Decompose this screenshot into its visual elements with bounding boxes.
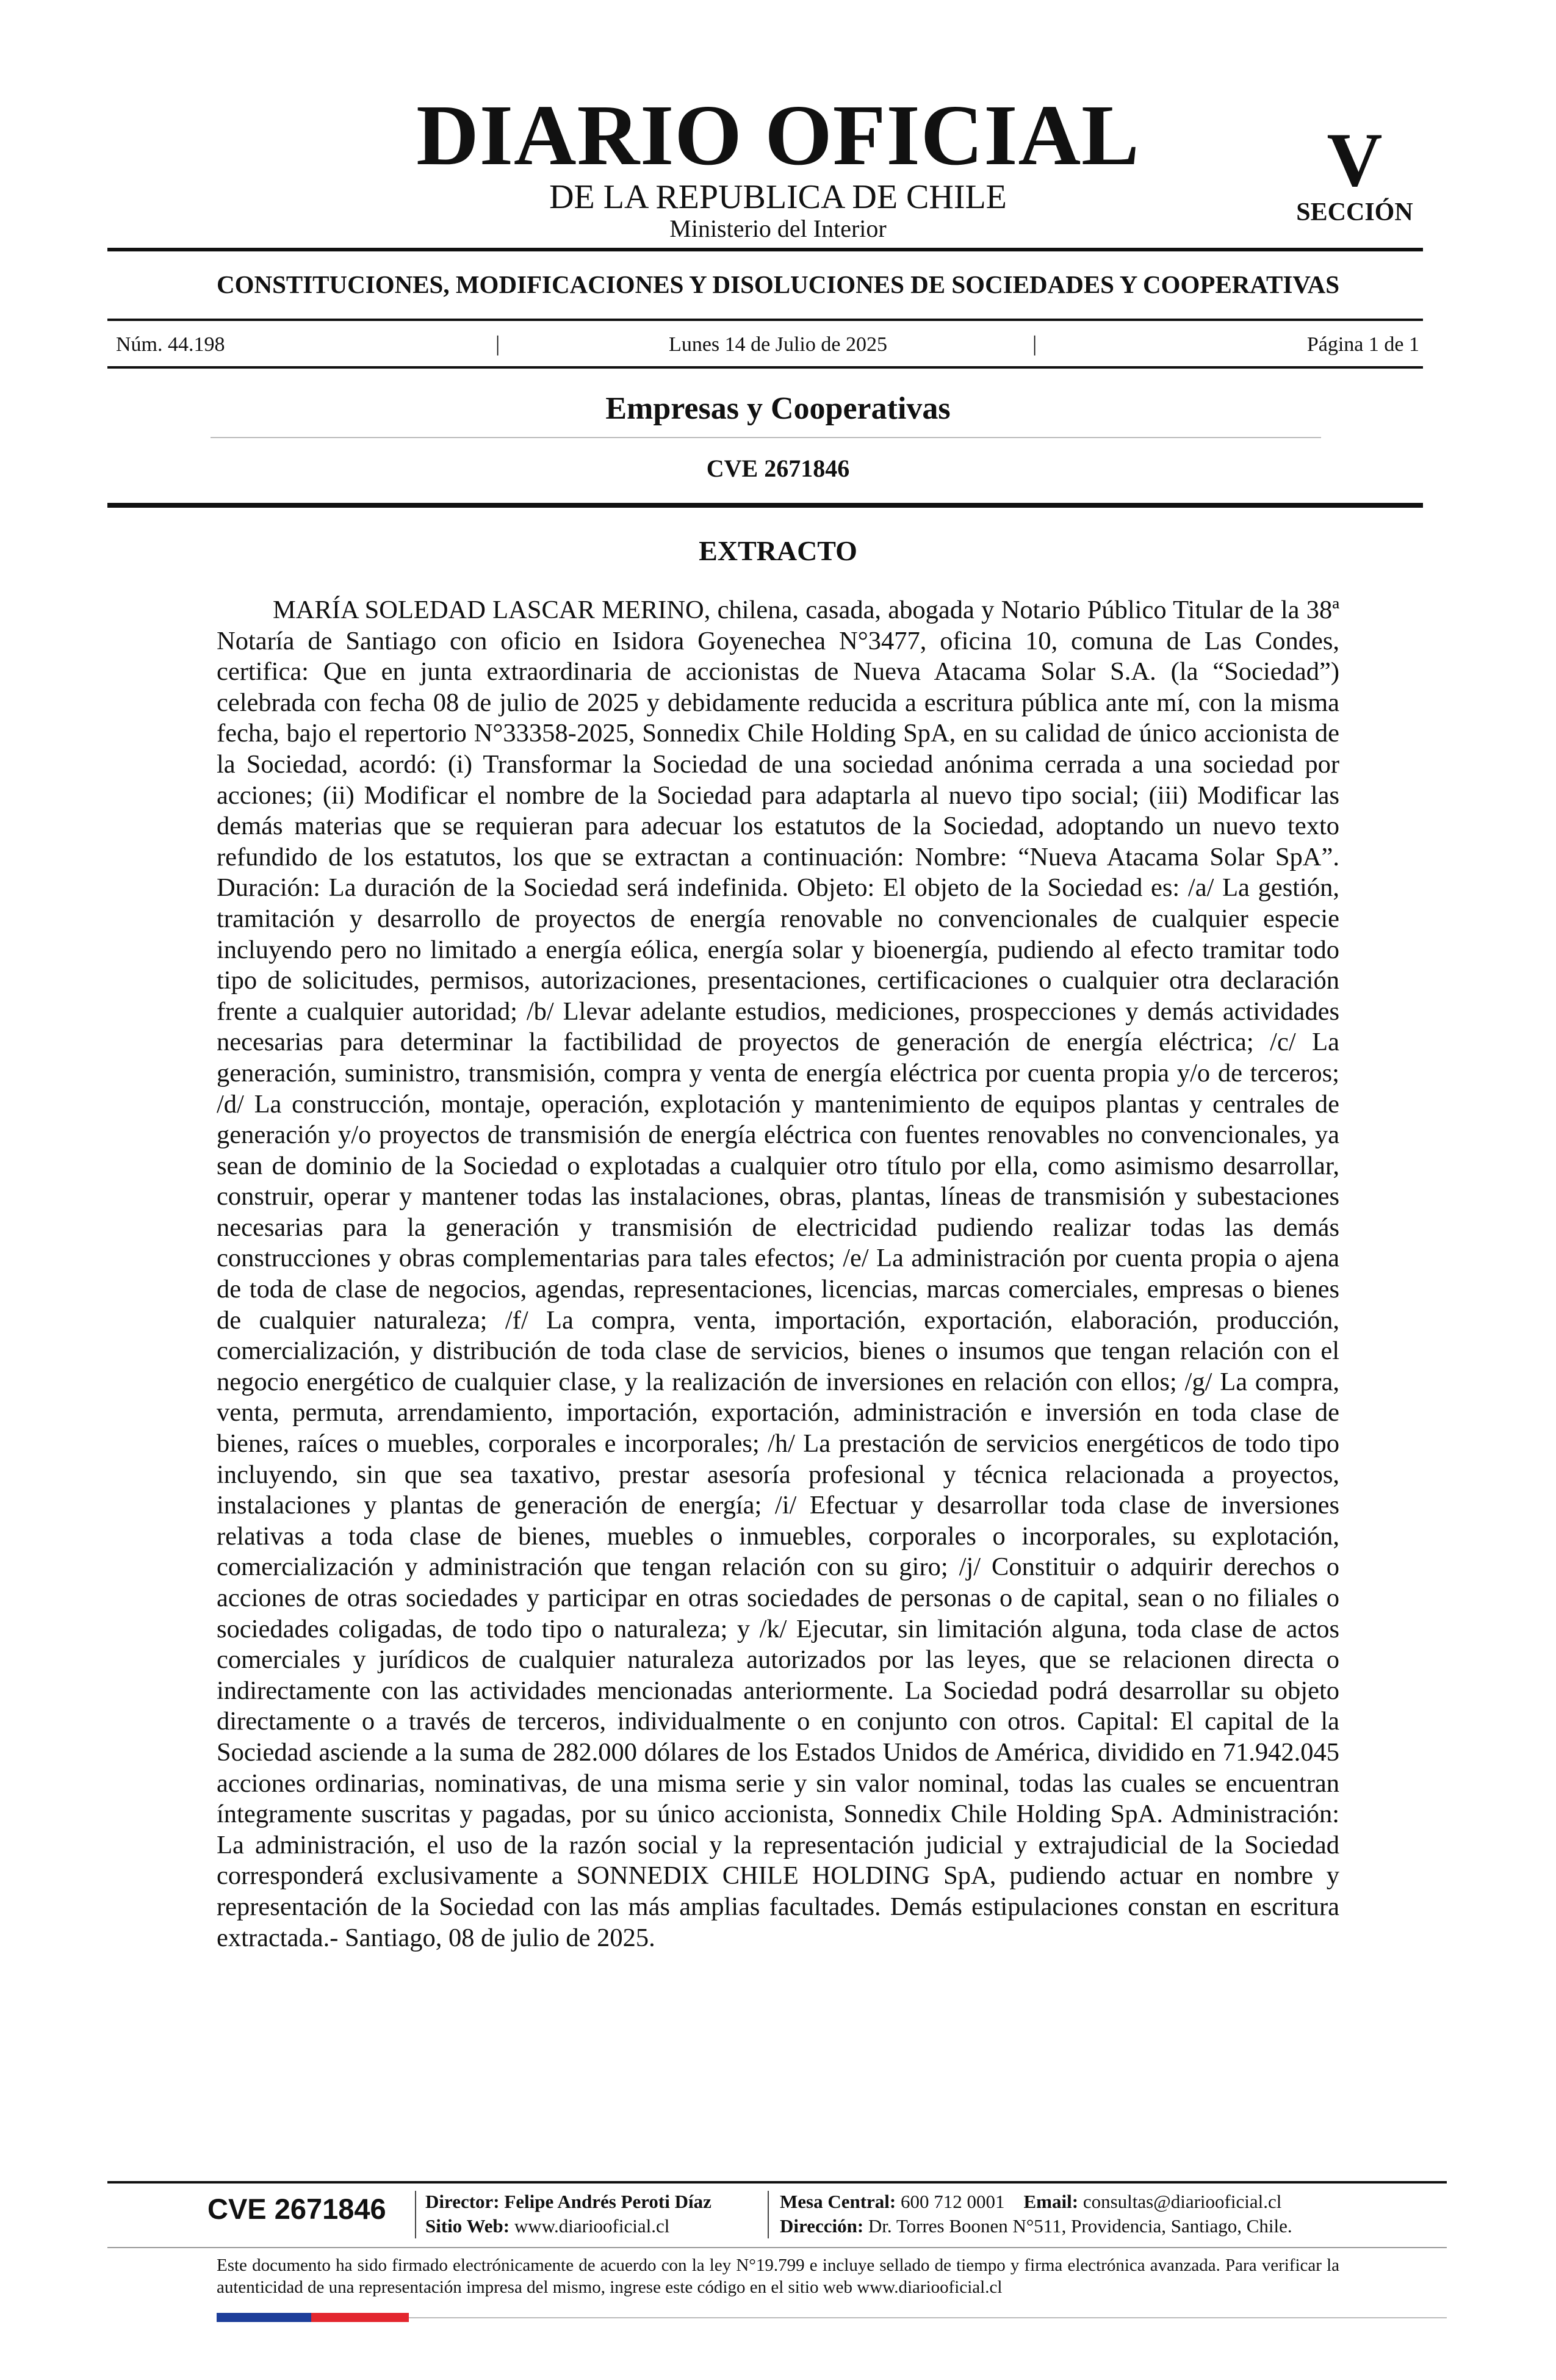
footer-address-line: [780, 2214, 1292, 2238]
masthead-subtitle: DE LA REPUBLICA DE CHILE: [549, 178, 1007, 216]
info-separator: |: [495, 331, 500, 356]
header-rule-bottom: [107, 366, 1423, 369]
document-title: EXTRACTO: [699, 535, 857, 566]
header-rule-top: [107, 248, 1423, 251]
section-title: Empresas y Cooperativas: [605, 391, 951, 426]
footer-rule: [107, 2181, 1447, 2183]
email-label: Email:: [1023, 2191, 1079, 2212]
issue-page: Página 1 de 1: [1306, 333, 1419, 356]
address-label: Dirección:: [780, 2215, 864, 2237]
document-body: MARÍA SOLEDAD LASCAR MERINO, chilena, casada, abogada y Notario Público Titular de la 38ª Notaría de Santiago con oficio en Isidora Goyenechea N°3477, oficina 10, comuna de Las Condes, certifica: Que en junta extraordinaria de accionistas de Nueva Atacama Solar S.A. (la “Sociedad”) celebrada con fecha 08 de julio de 2025 y debidamente reducida a escritura pública ante mí, con la misma fecha, bajo el repertorio N°33358-2025, Sonnedix Chile Holding SpA, en su calidad de único accionista de la Sociedad, acordó: (i) Transformar la Sociedad de una sociedad anónima cerrada a una sociedad por acciones; (ii) Modificar el nombre de la Sociedad para adaptarla al nuevo tipo social; (iii) Modificar las demás materias que se requieran para adecuar los estatutos de la Sociedad, adoptando un nuevo texto refundido de los estatutos, los que se extractan a continuación: Nombre: “Nueva Atacama Solar SpA”. Duración: La duración de la Sociedad será indefinida. Objeto: El objeto de la Sociedad es: /a/ La gestión, tramitación y desarrollo de proyectos de energía renovable no convencionales de cualquier especie incluyendo pero no limitado a energía eólica, energía solar y bioenergía, pudiendo al efecto tramitar todo tipo de solicitudes, permisos, autorizaciones, presentaciones, certificaciones o cualquier otra declaración frente a cualquier autoridad; /b/ Llevar adelante estudios, mediciones, prospecciones y demás actividades necesarias para determinar la factibilidad de proyectos de generación de energía eléctrica; /c/ La generación, suministro, transmisión, compra y venta de energía eléctrica por cuenta propia y/o de terceros; /d/ La construcción, montaje, operación, explotación y mantenimiento de equipos plantas y centrales de generación y/o proyectos de transmisión de energía eléctrica con fuentes renovables no convencionales, ya sean de dominio de la Sociedad o explotadas a cualquier otro título por ella, como asimismo desarrollar, construir, operar y mantener todas las instalaciones, obras, plantas, líneas de transmisión y subestaciones necesarias para la generación y transmisión de electricidad pudiendo realizar todas las demás construcciones y obras complementarias para tales efectos; /e/ La administración por cuenta propia o ajena de toda de clase de negocios, agendas, representaciones, licencias, marcas comerciales, empresas o bienes de cualquier naturaleza; /f/ La compra, venta, importación, exportación, elaboración, producción, comercialización, y distribución de toda clase de servicios, bienes o insumos que tengan relación con el negocio energético de cualquier clase, y la realización de inversiones en relación con ellos; /g/ La compra, venta, permuta, arrendamiento, importación, exportación, administración e inversión en toda clase de bienes, raíces o muebles, corporales e incorporales; /h/ La prestación de servicios energéticos de todo tipo incluyendo, sin que sea taxativo, prestar asesoría profesional y técnica relacionada a proyectos, instalaciones y plantas de generación de energía; /i/ Efectuar y desarrollar toda clase de inversiones relativas a toda clase de bienes, muebles o inmuebles, corporales o incorporales, su explotación, comercialización y administración que tengan relación con su giro; /j/ Constituir o adquirir derechos o acciones de otras sociedades y participar en otras sociedades de personas o de capital, sean o no filiales o sociedades coligadas, de todo tipo o naturaleza; y /k/ Ejecutar, sin limitación alguna, toda clase de actos comerciales y jurídicos de cualquier naturaleza autorizados por las leyes, que se relacionen directa o indirectamente con las actividades mencionadas anteriormente. La Sociedad podrá desarrollar su objeto directamente o a través de terceros, individualmente o en conjunto con otros. Capital: El capital de la Sociedad asciende a la suma de 282.000 dólares de los Estados Unidos de América, dividido en 71.942.045 acciones ordinarias, nominativas, de una misma serie y sin valor nominal, todas las cuales se encuentran íntegramente suscritas y pagadas, por su único accionista, Sonnedix Chile Holding SpA. Administración: La administración, el uso de la razón social y la representación judicial y extrajudicial de la Sociedad corresponderá exclusivamente a SONNEDIX CHILE HOLDING SpA, pudiendo actuar en nombre y representación de la Sociedad con las más amplias facultades. Demás estipulaciones constan en escritura extractada.- Santiago, 08 de julio de 2025.: [217, 596, 1339, 1952]
footer-divider: [768, 2191, 769, 2238]
footer-director-line: [425, 2190, 711, 2214]
info-separator: |: [1032, 331, 1037, 356]
footer-disclaimer: Este documento ha sido firmado electrónicamente de acuerdo con la ley N°19.799 e incluye sellado de tiempo y firma electrónica avanzada. Para verificar la autenticidad de una representación impresa del mismo, ingrese este código en el sitio web www.diariooficial.cl: [217, 2256, 1339, 2297]
website-label: Sitio Web:: [425, 2215, 510, 2237]
cve-rule: [107, 503, 1423, 508]
director-name: Felipe Andrés Peroti Díaz: [504, 2191, 711, 2212]
cve-code: CVE 2671846: [706, 455, 850, 482]
email-link[interactable]: consultas@diariooficial.cl: [1082, 2191, 1282, 2212]
flag-baseline: [409, 2317, 1447, 2318]
footer-cve-code: CVE 2671846: [207, 2193, 386, 2225]
footer-website-line: [425, 2214, 711, 2238]
switchboard-label: Mesa Central:: [780, 2191, 896, 2212]
footer-rule-lower: [107, 2247, 1447, 2248]
issue-number: Núm. 44.198: [116, 333, 225, 356]
switchboard-number: 600 712 0001: [901, 2191, 1005, 2212]
section-letter: V: [1327, 118, 1383, 203]
masthead-title: DIARIO OFICIAL: [416, 87, 1140, 183]
issue-date: Lunes 14 de Julio de 2025: [669, 333, 887, 356]
section-label: SECCIÓN: [1296, 198, 1413, 226]
header-rule-middle: [107, 319, 1423, 321]
footer-contact-block: [780, 2190, 1292, 2238]
section-divider: [211, 437, 1321, 438]
website-link[interactable]: www.diariooficial.cl: [514, 2215, 670, 2237]
masthead-ministry: Ministerio del Interior: [669, 215, 887, 242]
address-text: Dr. Torres Boonen N°511, Providencia, Santiago, Chile.: [868, 2215, 1292, 2237]
footer-contact-line: [780, 2190, 1292, 2214]
category-heading: CONSTITUCIONES, MODIFICACIONES Y DISOLUCIONES DE SOCIEDADES Y COOPERATIVAS: [216, 270, 1340, 298]
flag-stripe-blue: [217, 2313, 311, 2322]
footer-director-block: [425, 2190, 711, 2238]
flag-stripe-red: [311, 2313, 409, 2322]
footer-divider: [415, 2191, 416, 2238]
director-label: Director:: [425, 2191, 500, 2212]
